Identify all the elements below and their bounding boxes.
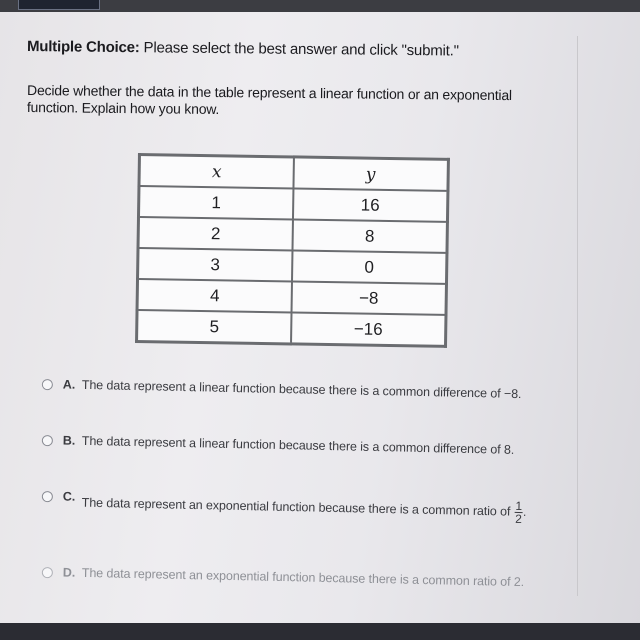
option-text: The data represent an exponential function because there is a common ratio of 2. xyxy=(81,565,525,590)
table-header-row xyxy=(139,155,448,191)
option-text: The data represent a linear function because there is a common difference of 8. xyxy=(81,433,515,457)
header-y: y xyxy=(293,157,448,191)
cell-x: 2 xyxy=(138,217,293,250)
cell-y: 8 xyxy=(292,219,447,252)
option-c[interactable] xyxy=(42,489,532,527)
cell-x: 3 xyxy=(138,248,293,281)
option-letter: B. xyxy=(62,433,76,448)
option-d[interactable] xyxy=(42,565,532,590)
option-letter: A. xyxy=(62,377,76,392)
table-row xyxy=(138,217,447,253)
cell-y: −8 xyxy=(292,281,447,314)
instructions-heading xyxy=(27,38,459,60)
cell-x: 4 xyxy=(137,279,292,312)
cell-x: 5 xyxy=(137,310,292,344)
cell-y: 0 xyxy=(292,250,447,283)
option-text: The data represent an exponential function because there is a common ratio of xyxy=(81,495,511,519)
question-text: Decide whether the data in the table represent a linear function or an exponential function. Explain how you know. xyxy=(26,82,512,118)
table-row xyxy=(137,310,446,346)
radio-button-d[interactable] xyxy=(42,567,53,578)
bottom-bar xyxy=(0,623,640,640)
fraction-numerator: 1 xyxy=(515,498,523,514)
option-b[interactable] xyxy=(42,433,532,457)
option-letter: C. xyxy=(62,489,76,504)
cell-x: 1 xyxy=(138,186,293,219)
top-toolbar xyxy=(0,0,640,12)
submit-button[interactable] xyxy=(18,0,100,10)
radio-button-c[interactable] xyxy=(42,491,53,502)
data-table xyxy=(135,153,450,348)
cell-y: 16 xyxy=(293,188,448,221)
cell-y: −16 xyxy=(291,312,446,346)
option-text: The data represent a linear function because there is a common difference of −8. xyxy=(81,377,522,402)
fraction-denominator: 2 xyxy=(515,511,522,527)
table-row xyxy=(137,279,446,315)
radio-button-b[interactable] xyxy=(42,435,53,446)
radio-button-a[interactable] xyxy=(42,379,53,390)
panel-divider xyxy=(577,36,578,596)
option-text-block xyxy=(81,491,541,526)
table-row xyxy=(138,248,447,284)
heading-text: Please select the best answer and click "submit." xyxy=(139,39,459,60)
heading-bold: Multiple Choice: xyxy=(26,38,140,57)
option-suffix: . xyxy=(522,504,527,519)
option-a[interactable] xyxy=(42,377,532,402)
header-x: x xyxy=(139,155,294,189)
table-row xyxy=(138,186,447,222)
option-letter: D. xyxy=(62,565,76,580)
